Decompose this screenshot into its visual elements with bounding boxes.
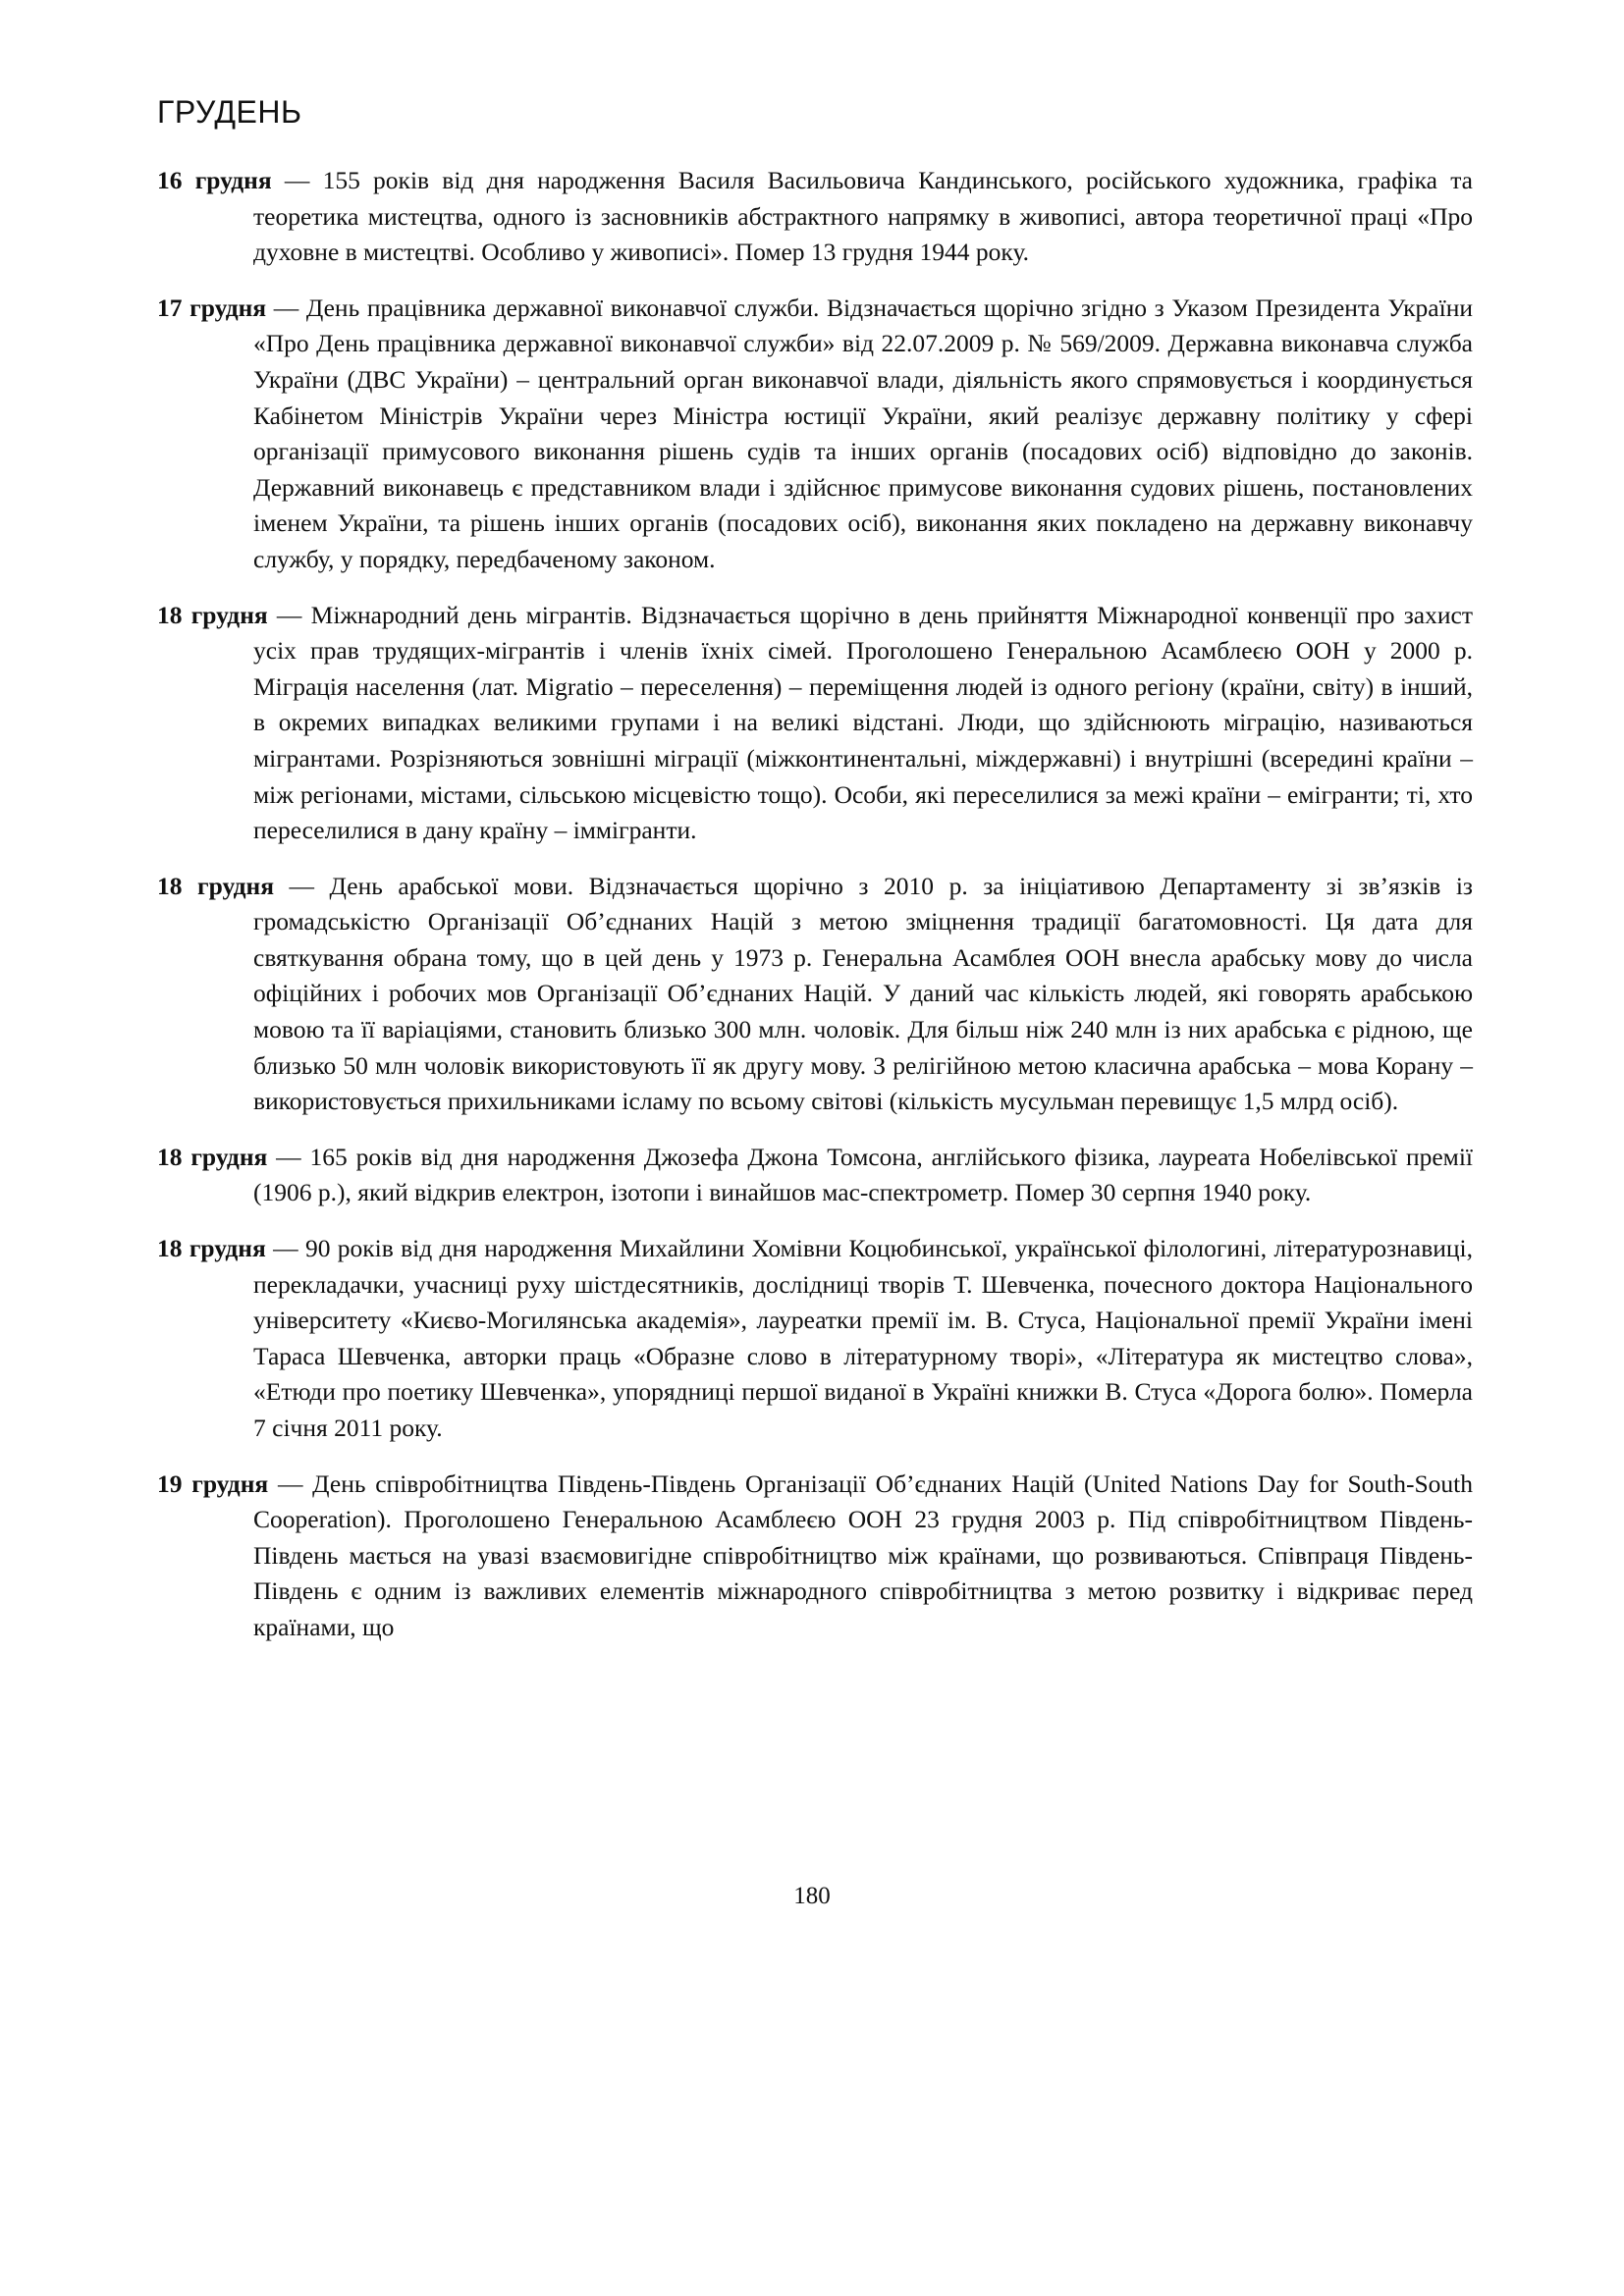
entry-date: 18 грудня — [157, 871, 274, 900]
entry-text: — День працівника державної виконавчої служби. Відзначається щорічно згідно з Указом Президента України «Про День працівника державної виконавчої служби» від 22.07.2009 р. № 569/2009. Державна виконавча служба України (ДВС України) – центральний орган виконавчої влади, діяльність якого спрямовується і координується Кабінетом Міністрів України через Міністра юстиції України, який реалізує державну політику у сфері організації примусового виконання рішень судів та інших органів (посадових осіб) відповідно до законів. Державний виконавець є представником влади і здійснює примусове виконання судових рішень, постановлених іменем України, та рішень інших органів (посадових осіб), виконання яких покладено на державну виконавчу службу, у порядку, передбаченому законом. — [253, 293, 1473, 573]
entry-text: — День арабської мови. Відзначається щорічно з 2010 р. за ініціативою Департаменту зі зв’язків із громадськістю Організації Об’єднаних Націй з метою зміцнення традиції багатомовності. Ця дата для святкування обрана тому, що в цей день у 1973 р. Генеральна Асамблея ООН внесла арабську мову до числа офіційних і робочих мов Організації Об’єднаних Націй. У даний час кількість людей, які говорять арабською мовою та її варіаціями, становить близько 300 млн. чоловік. Для більш ніж 240 млн із них арабська є рідною, ще близько 50 млн чоловік використовують її як другу мову. З релігійною метою класична арабська – мова Корану – використовується прихильниками ісламу по всьому світові (кількість мусульман перевищує 1,5 млрд осіб). — [253, 871, 1473, 1116]
entry-dec-18-thomson — [157, 1140, 1473, 1211]
entry-text: — 165 років від дня народження Джозефа Джона Томсона, англійського фізика, лауреата Нобелівської премії (1906 р.), який відкрив електрон, ізотопи і винайшов мас-спектрометр. Помер 30 серпня 1940 року. — [253, 1142, 1473, 1207]
entry-date: 18 грудня — [157, 1142, 268, 1171]
page-heading: ГРУДЕНЬ — [157, 94, 302, 130]
entry-dec-18-arabic-language-day — [157, 869, 1473, 1120]
entry-date: 19 грудня — [157, 1468, 269, 1498]
entry-date: 18 грудня — [157, 600, 268, 629]
entry-date: 18 грудня — [157, 1234, 266, 1263]
entry-dec-17-enforcement-service — [157, 291, 1473, 578]
page-number: 180 — [793, 1883, 831, 1909]
entry-date: 17 грудня — [157, 293, 267, 322]
entry-text: — День співробітництва Південь-Південь Організації Об’єднаних Націй (United Nations Day for South-South Cooperation). Проголошено Генеральною Асамблеєю ООН 23 грудня 2003 р. Під співробітництвом Південь-Південь мається на увазі взаємовигідне співробітництво між країнами, що розвиваються. Співпраця Південь-Південь є одним із важливих елементів міжнародного співробітництва з метою розвитку і відкриває перед країнами, що — [253, 1468, 1473, 1641]
entry-dec-18-kotsiubynska — [157, 1231, 1473, 1447]
entry-text: — 155 років від дня народження Василя Васильовича Кандинського, російського художника, графіка та теоретика мистецтва, одного із засновників абстрактного напрямку в живописі, автора теоретичної праці «Про духовне в мистецтві. Особливо у живописі». Помер 13 грудня 1944 року. — [253, 166, 1473, 267]
entries-list — [157, 163, 1473, 1666]
entry-text: — 90 років від дня народження Михайлини Хомівни Коцюбинської, української філологині, літературознавиці, перекладачки, учасниці руху шістдесятників, дослідниці творів Т. Шевченка, почесного доктора Національного університету «Києво-Могилянська академія», лауреатки премії ім. В. Стуса, Національної премії України імені Тараса Шевченка, авторки праць «Образне слово в літературному творі», «Література як мистецтво слова», «Етюди про поетику Шевченка», упорядниці першої виданої в Україні книжки В. Стуса «Дорога болю». Померла 7 січня 2011 року. — [253, 1234, 1473, 1442]
entry-dec-16-kandinsky — [157, 163, 1473, 271]
entry-date: 16 грудня — [157, 166, 272, 194]
entry-dec-19-south-south-cooperation — [157, 1467, 1473, 1646]
entry-text: — Міжнародний день мігрантів. Відзначається щорічно в день прийняття Міжнародної конвенції про захист усіх прав трудящих-мігрантів і членів їхніх сімей. Проголошено Генеральною Асамблеєю ООН у 2000 р. Міграція населення (лат. Migratio – переселення) – переміщення людей із одного регіону (країни, світу) в інший, в окремих випадках великими групами і на великі відстані. Люди, що здійснюють міграцію, називаються мігрантами. Розрізняються зовнішні міграції (міжконтинентальні, міждержавні) і внутрішні (всередині країни – між регіонами, містами, сільською місцевістю тощо). Особи, які переселилися за межі країни – емігранти; ті, хто переселилися в дану країну – іммігранти. — [253, 600, 1473, 845]
entry-dec-18-migrants-day — [157, 598, 1473, 849]
